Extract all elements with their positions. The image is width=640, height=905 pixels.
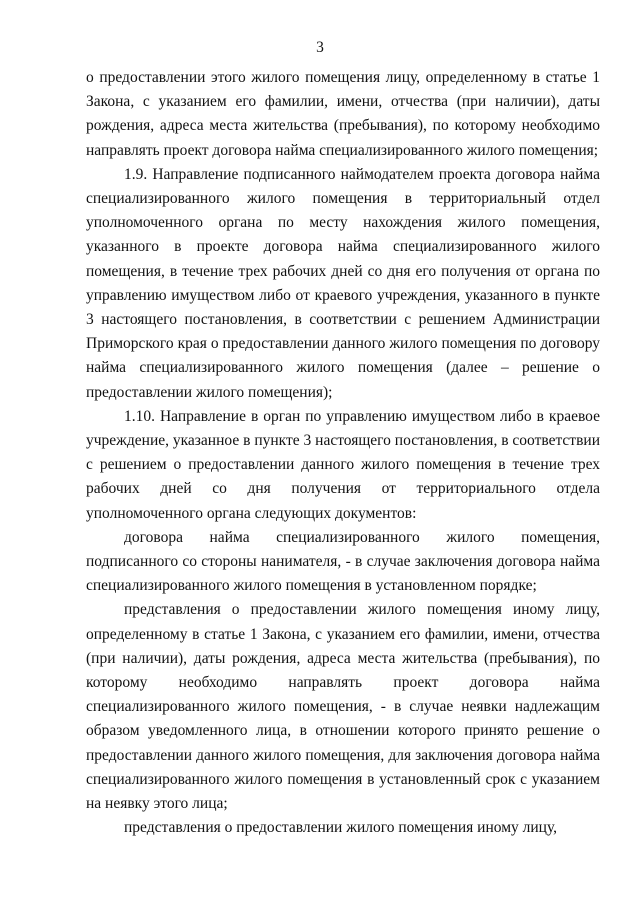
page-number: 3 bbox=[316, 39, 324, 56]
paragraph-item-contract: договора найма специализированного жилого помещения, подписанного со стороны нанимателя, - в случае заключения договора найма специализированного жилого помещения в установленном порядке; bbox=[86, 528, 600, 595]
paragraph-continuation: о предоставлении этого жилого помещения лицу, определенному в статье 1 Закона, с указанием его фамилии, имени, отчества (при наличии), даты рождения, адреса места жительства (пребывания), по которому необходимо направлять проект договора найма специализированного жилого помещения; bbox=[86, 69, 600, 159]
paragraph-clause-1-10: 1.10. Направление в орган по управлению имуществом либо в краевое учреждение, указанное в пункте 3 настоящего постановления, в соответствии с решением о предоставлении данного жилого помещения в течение трех рабочих дней со дня получения от территориального отдела уполномоченного органа следующих документов: bbox=[86, 407, 600, 522]
document-body bbox=[86, 66, 600, 841]
paragraph-clause-1-9: 1.9. Направление подписанного наймодателем проекта договора найма специализированного жилого помещения в территориальный отдел уполномоченного органа по месту нахождения жилого помещения, указанного в проекте договора найма специализированного жилого помещения, в течение трех рабочих дней со дня его получения от органа по управлению имуществом либо от краевого учреждения, указанного в пункте 3 настоящего постановления, в соответствии с решением Администрации Приморского края о предоставлении данного жилого помещения по договору найма специализированного жилого помещения (далее – решение о предоставлении жилого помещения); bbox=[86, 165, 600, 401]
paragraph-item-representation: представления о предоставлении жилого помещения иному лицу, определенному в статье 1 Закона, с указанием его фамилии, имени, отчества (при наличии), даты рождения, адреса места жительства (пребывания), по которому необходимо направлять проект договора найма специализированного жилого помещения, - в случае неявки надлежащим образом уведомленного лица, в отношении которого принято решение о предоставлении данного жилого помещения, для заключения договора найма специализированного жилого помещения в установленный срок с указанием на неявку этого лица; bbox=[86, 601, 600, 813]
paragraph-item-representation-continued: представления о предоставлении жилого помещения иному лицу, bbox=[124, 819, 558, 837]
